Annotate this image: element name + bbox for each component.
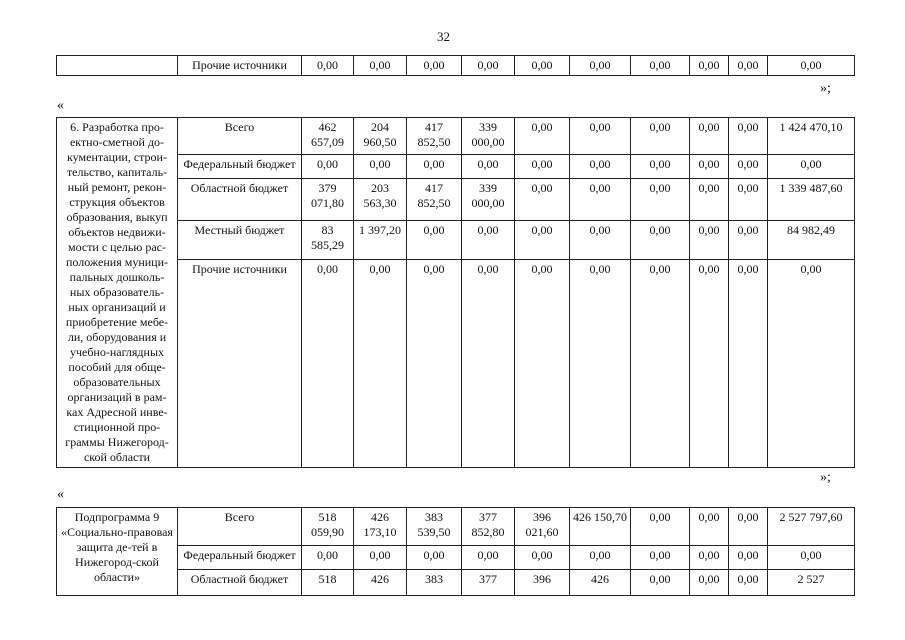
value-cell: 0,00 xyxy=(354,155,407,179)
subprogram-9-table xyxy=(56,507,855,596)
value-cell: 0,00 xyxy=(570,260,631,468)
value-cell: 0,00 xyxy=(570,221,631,260)
value-cell: 396 xyxy=(515,570,570,596)
value-cell: 426 173,10 xyxy=(354,508,407,546)
value-cell: 426 xyxy=(354,570,407,596)
value-cell: 0,00 xyxy=(515,546,570,570)
value-cell: 0,00 xyxy=(631,260,690,468)
value-cell: 0,00 xyxy=(407,56,462,76)
value-cell: 0,00 xyxy=(515,56,570,76)
value-cell: 518 xyxy=(302,570,354,596)
value-cell: 339 000,00 xyxy=(462,179,515,221)
value-cell: 0,00 xyxy=(462,546,515,570)
value-cell: 0,00 xyxy=(690,118,729,155)
value-cell: 0,00 xyxy=(515,260,570,468)
value-cell: 0,00 xyxy=(729,155,768,179)
table-row xyxy=(57,118,855,155)
value-cell: 0,00 xyxy=(729,56,768,76)
value-cell: 0,00 xyxy=(631,546,690,570)
activity-name: 6. Разработка про-ектно-сметной до-кументации, строи-тельство, капиталь-ный ремонт, рекон-струкция объектов образования, выкуп объектов недвижи-мости с целью рас-положения муници-пальных дошколь-ных образователь-ных организаций и приобретение мебе-ли, оборудования и учебно-наглядных пособий для обще-образовательных организаций в рам-ках Адресной инве-стиционной про-граммы Нижегород-ской области xyxy=(57,118,178,468)
value-cell: 383 539,50 xyxy=(407,508,462,546)
value-cell: 0,00 xyxy=(462,221,515,260)
value-cell: 0,00 xyxy=(631,179,690,221)
value-cell: 0,00 xyxy=(570,118,631,155)
value-cell: 0,00 xyxy=(631,570,690,596)
value-cell: 0,00 xyxy=(729,118,768,155)
value-cell: 0,00 xyxy=(407,546,462,570)
value-cell: 0,00 xyxy=(462,155,515,179)
value-cell: 204 960,50 xyxy=(354,118,407,155)
source-cell: Областной бюджет xyxy=(178,570,302,596)
value-cell: 0,00 xyxy=(631,118,690,155)
value-cell: 383 xyxy=(407,570,462,596)
open-quote: « xyxy=(57,487,64,502)
value-cell: 0,00 xyxy=(768,56,855,76)
value-cell: 0,00 xyxy=(690,546,729,570)
value-cell: 0,00 xyxy=(768,546,855,570)
value-cell: 0,00 xyxy=(407,260,462,468)
value-cell: 417 852,50 xyxy=(407,179,462,221)
source-cell: Всего xyxy=(178,118,302,155)
source-cell: Областной бюджет xyxy=(178,179,302,221)
value-cell: 0,00 xyxy=(729,260,768,468)
table-row xyxy=(57,56,855,76)
value-cell: 417 852,50 xyxy=(407,118,462,155)
value-cell: 0,00 xyxy=(690,221,729,260)
value-cell: 0,00 xyxy=(302,260,354,468)
value-cell: 0,00 xyxy=(515,155,570,179)
value-cell: 1 424 470,10 xyxy=(768,118,855,155)
value-cell: 1 339 487,60 xyxy=(768,179,855,221)
value-cell: 0,00 xyxy=(570,179,631,221)
table-row xyxy=(57,508,855,546)
value-cell: 377 852,80 xyxy=(462,508,515,546)
value-cell: 0,00 xyxy=(354,546,407,570)
value-cell: 0,00 xyxy=(690,260,729,468)
value-cell: 1 397,20 xyxy=(354,221,407,260)
value-cell: 83 585,29 xyxy=(302,221,354,260)
open-quote: « xyxy=(57,98,64,113)
block-6-table xyxy=(56,117,855,468)
source-cell: Федеральный бюджет xyxy=(178,546,302,570)
value-cell: 0,00 xyxy=(729,508,768,546)
value-cell: 518 059,90 xyxy=(302,508,354,546)
value-cell: 0,00 xyxy=(768,260,855,468)
value-cell: 0,00 xyxy=(729,570,768,596)
value-cell: 0,00 xyxy=(407,221,462,260)
value-cell: 0,00 xyxy=(354,260,407,468)
source-cell: Всего xyxy=(178,508,302,546)
empty-cell xyxy=(57,56,178,76)
value-cell: 0,00 xyxy=(690,508,729,546)
value-cell: 377 xyxy=(462,570,515,596)
value-cell: 379 071,80 xyxy=(302,179,354,221)
value-cell: 0,00 xyxy=(729,221,768,260)
page-number: 32 xyxy=(437,29,450,44)
close-quote: »; xyxy=(820,81,831,96)
source-cell: Прочие источники xyxy=(178,260,302,468)
value-cell: 84 982,49 xyxy=(768,221,855,260)
close-quote: »; xyxy=(820,470,831,485)
value-cell: 0,00 xyxy=(570,155,631,179)
value-cell: 2 527 xyxy=(768,570,855,596)
value-cell: 426 xyxy=(570,570,631,596)
value-cell: 0,00 xyxy=(407,155,462,179)
subprogram-name: Подпрограмма 9 «Социально-правовая защита де-тей в Нижегород-ской области» xyxy=(57,508,178,596)
value-cell: 0,00 xyxy=(690,155,729,179)
value-cell: 426 150,70 xyxy=(570,508,631,546)
value-cell: 0,00 xyxy=(515,118,570,155)
value-cell: 0,00 xyxy=(729,179,768,221)
top-table xyxy=(56,55,855,76)
value-cell: 0,00 xyxy=(515,179,570,221)
value-cell: 0,00 xyxy=(631,221,690,260)
value-cell: 396 021,60 xyxy=(515,508,570,546)
value-cell: 0,00 xyxy=(631,508,690,546)
value-cell: 0,00 xyxy=(690,179,729,221)
value-cell: 462 657,09 xyxy=(302,118,354,155)
source-cell: Местный бюджет xyxy=(178,221,302,260)
value-cell: 2 527 797,60 xyxy=(768,508,855,546)
value-cell: 0,00 xyxy=(690,56,729,76)
value-cell: 0,00 xyxy=(302,56,354,76)
value-cell: 0,00 xyxy=(302,546,354,570)
value-cell: 0,00 xyxy=(302,155,354,179)
value-cell: 0,00 xyxy=(690,570,729,596)
value-cell: 0,00 xyxy=(768,155,855,179)
source-cell: Прочие источники xyxy=(178,56,302,76)
value-cell: 0,00 xyxy=(631,155,690,179)
value-cell: 0,00 xyxy=(462,260,515,468)
source-cell: Федеральный бюджет xyxy=(178,155,302,179)
value-cell: 0,00 xyxy=(570,56,631,76)
value-cell: 0,00 xyxy=(515,221,570,260)
value-cell: 0,00 xyxy=(462,56,515,76)
value-cell: 0,00 xyxy=(631,56,690,76)
value-cell: 0,00 xyxy=(729,546,768,570)
value-cell: 339 000,00 xyxy=(462,118,515,155)
value-cell: 0,00 xyxy=(570,546,631,570)
value-cell: 203 563,30 xyxy=(354,179,407,221)
value-cell: 0,00 xyxy=(354,56,407,76)
